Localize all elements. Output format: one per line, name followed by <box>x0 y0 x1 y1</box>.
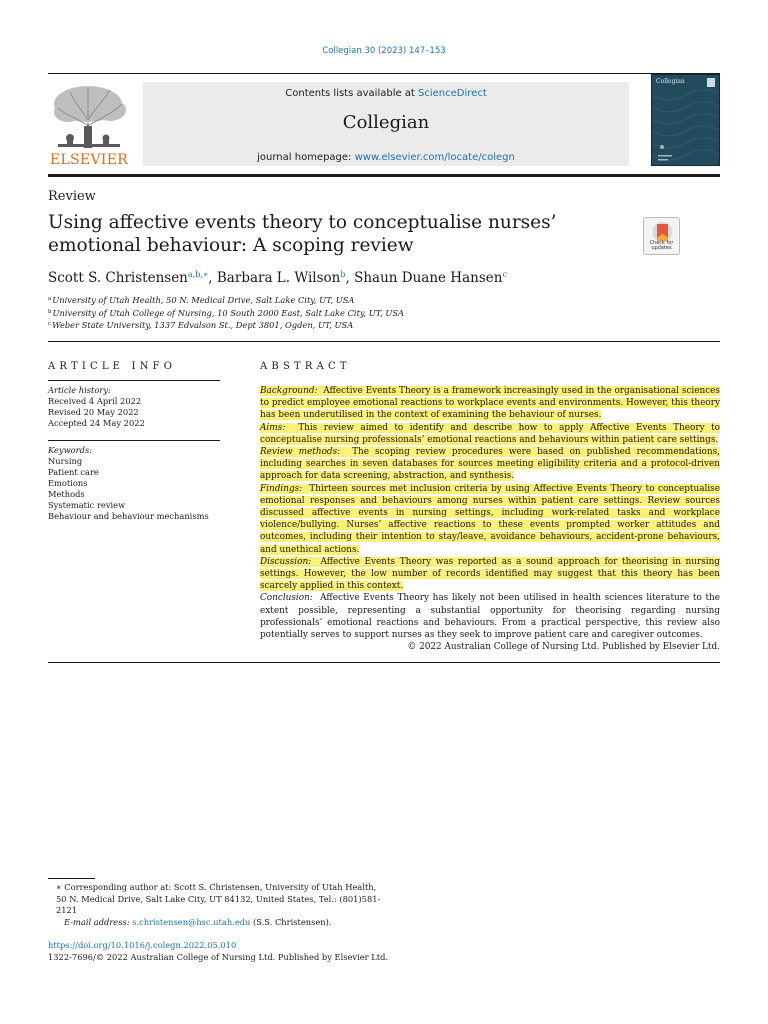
elsevier-wordmark: ELSEVIER <box>49 152 129 168</box>
front-matter-rule <box>48 341 720 342</box>
abstract-section-text: Affective Events Theory was reported as a sound approach for theorising in nursing settings. However, the low number of records identified may suggest that this theory has been scarcely applied in this context. <box>260 556 720 592</box>
abstract-section-label: Findings: <box>260 483 303 494</box>
email-suffix: (S.S. Christensen). <box>250 916 332 927</box>
keyword-item: Methods <box>48 489 85 499</box>
abstract-heading: ABSTRACT <box>260 361 351 372</box>
abstract-section-text: This review aimed to identify and describe how to apply Affective Events Theory to conceptualise nursing professionals’ emotional reactions and behaviours within patient care settings. <box>260 422 720 445</box>
crossmark-label: Check for updates <box>649 240 674 251</box>
author-affiliation-marker[interactable]: c <box>502 270 507 279</box>
cover-pattern <box>652 75 720 166</box>
article-info-column <box>48 380 220 522</box>
author-email-link[interactable]: s.christensen@hsc.utah.edu <box>132 916 251 927</box>
abstract-bottom-rule <box>48 662 720 663</box>
history-entry: Revised 20 May 2022 <box>48 407 139 417</box>
sciencedirect-link[interactable]: ScienceDirect <box>418 88 487 99</box>
email-note <box>48 917 388 929</box>
journal-homepage-link[interactable]: www.elsevier.com/locate/colegn <box>354 152 515 163</box>
footnotes <box>48 882 388 928</box>
keyword-item: Behaviour and behaviour mechanisms <box>48 511 209 521</box>
article-title: Using affective events theory to conceptualise nurses’ emotional behaviour: A scoping review <box>48 212 557 256</box>
article-history-label: Article history: <box>48 385 111 395</box>
keyword-item: Nursing <box>48 456 83 466</box>
abstract-section-discussion <box>260 556 720 593</box>
article-type: Review <box>48 189 96 204</box>
affiliation-marker: c <box>48 321 52 327</box>
abstract-section-text: The scoping review procedures were based on published recommendations, including searches in seven databases for sources meeting eligibility criteria and a protocol-driven approach for data screening, abstraction, and synthesis. <box>260 447 720 482</box>
affiliation-text: University of Utah College of Nursing, 10 South 2000 East, Salt Lake City, UT, USA <box>52 307 405 318</box>
check-for-updates-button[interactable] <box>643 217 680 255</box>
affiliation-marker: a <box>48 296 52 302</box>
abstract-section-findings <box>260 483 720 556</box>
masthead <box>48 74 720 168</box>
affiliation-text: Weber State University, 1337 Edvalson St., Dept 3801, Ogden, UT, USA <box>52 320 354 330</box>
affiliation-item <box>48 319 404 332</box>
homepage-line <box>143 152 629 163</box>
author-list: Scott S. Christensen$^{a,b,∗}$, Barbara L. Wilson$^b$, Shaun Duane Hansen$^c$ <box>48 270 507 286</box>
history-entry: Accepted 24 May 2022 <box>48 418 145 428</box>
corresponding-author-note: ∗ Corresponding author at: Scott S. Christensen, University of Utah Health, 50 N. Medical Drive, Salt Lake City, UT 84132, United States, Tel.: (801)581-2121 <box>56 882 381 915</box>
abstract-section-conclusion <box>260 592 720 641</box>
author-affiliation-marker[interactable]: a,b,∗ <box>187 270 209 279</box>
doi-block <box>48 939 388 963</box>
keyword-item: Systematic review <box>48 500 126 510</box>
abstract-section-label: Background: <box>260 386 318 396</box>
abstract-section-text: Affective Events Theory is a framework increasingly used in the organisational sciences to predict employee emotional reactions to workplace events and environments. However, this theory has been underutilised in the context of examining the behaviour of nurses. <box>260 386 720 421</box>
abstract-section-label: Review methods: <box>260 447 341 458</box>
author-name[interactable]: Barbara L. Wilson <box>216 270 341 286</box>
keywords-label: Keywords: <box>48 445 93 455</box>
abstract-copyright: © 2022 Australian College of Nursing Ltd. Published by Elsevier Ltd. <box>407 642 720 653</box>
keyword-item: Patient care <box>48 467 99 477</box>
abstract-section-label: Conclusion: <box>260 593 313 604</box>
homepage-prefix: journal homepage: <box>257 152 355 163</box>
author-affiliation-marker[interactable]: b <box>340 270 346 279</box>
affiliation-item <box>48 294 404 307</box>
history-entry: Received 4 April 2022 <box>48 396 142 406</box>
journal-citation-link[interactable]: Collegian 30 (2023) 147–153 <box>322 46 446 56</box>
journal-banner <box>143 82 629 166</box>
author-name[interactable]: Shaun Duane Hansen <box>354 270 503 286</box>
cover-logo-icon <box>707 78 715 87</box>
masthead-thick-rule <box>48 174 720 177</box>
contents-line <box>143 88 629 99</box>
cover-title: Collegian <box>656 78 685 85</box>
abstract-section-label: Aims: <box>260 422 286 433</box>
article-info-heading: ARTICLE INFO <box>48 361 177 372</box>
affiliation-item <box>48 307 404 320</box>
abstract-section-label: Discussion: <box>260 556 312 567</box>
abstract-section-aims <box>260 422 720 446</box>
keywords-block <box>48 441 220 522</box>
abstract-section-review-methods <box>260 446 720 483</box>
abstract-section-text: Thirteen sources met inclusion criteria by using Affective Events Theory to conceptualise emotional responses and behaviours among nurses within patient care settings. Review sources discussed affective events in nursing settings, including work-related tasks and workplace violence/bullying. Nurses’ affective reactions to these events prompted worker attitudes and outcomes, including their intention to stay/leave, avoidance behaviours, accident-prone behaviours, and unethical actions. <box>260 483 720 555</box>
journal-cover-thumbnail[interactable] <box>651 74 720 166</box>
abstract-section-text: Affective Events Theory has likely not been utilised in health sciences literature to the extent possible, representing a substantial opportunity for theorising regarding nursing professionals’ emotional reactions and behaviours. From a practical perspective, this review also potentially serves to support nurses as they seek to improve patient care and caregiver outcomes. <box>260 593 720 641</box>
affiliation-text: University of Utah Health, 50 N. Medical Drive, Salt Lake City, UT, USA <box>52 295 355 305</box>
journal-name: Collegian <box>342 112 430 133</box>
issn-copyright: 1322-7696/© 2022 Australian College of Nursing Ltd. Published by Elsevier Ltd. <box>48 952 389 962</box>
abstract-section-background <box>260 385 720 422</box>
doi-link[interactable]: https://doi.org/10.1016/j.colegn.2022.05.010 <box>48 940 237 950</box>
contents-prefix: Contents lists available at <box>285 88 419 99</box>
article-history <box>48 381 220 429</box>
email-label: E-mail address: <box>64 916 130 927</box>
author-name[interactable]: Scott S. Christensen <box>48 270 188 286</box>
footnote-rule <box>48 878 95 879</box>
affiliation-list <box>48 294 404 332</box>
keyword-item: Emotions <box>48 478 88 488</box>
abstract-body <box>260 385 720 653</box>
affiliation-marker: b <box>48 308 52 315</box>
